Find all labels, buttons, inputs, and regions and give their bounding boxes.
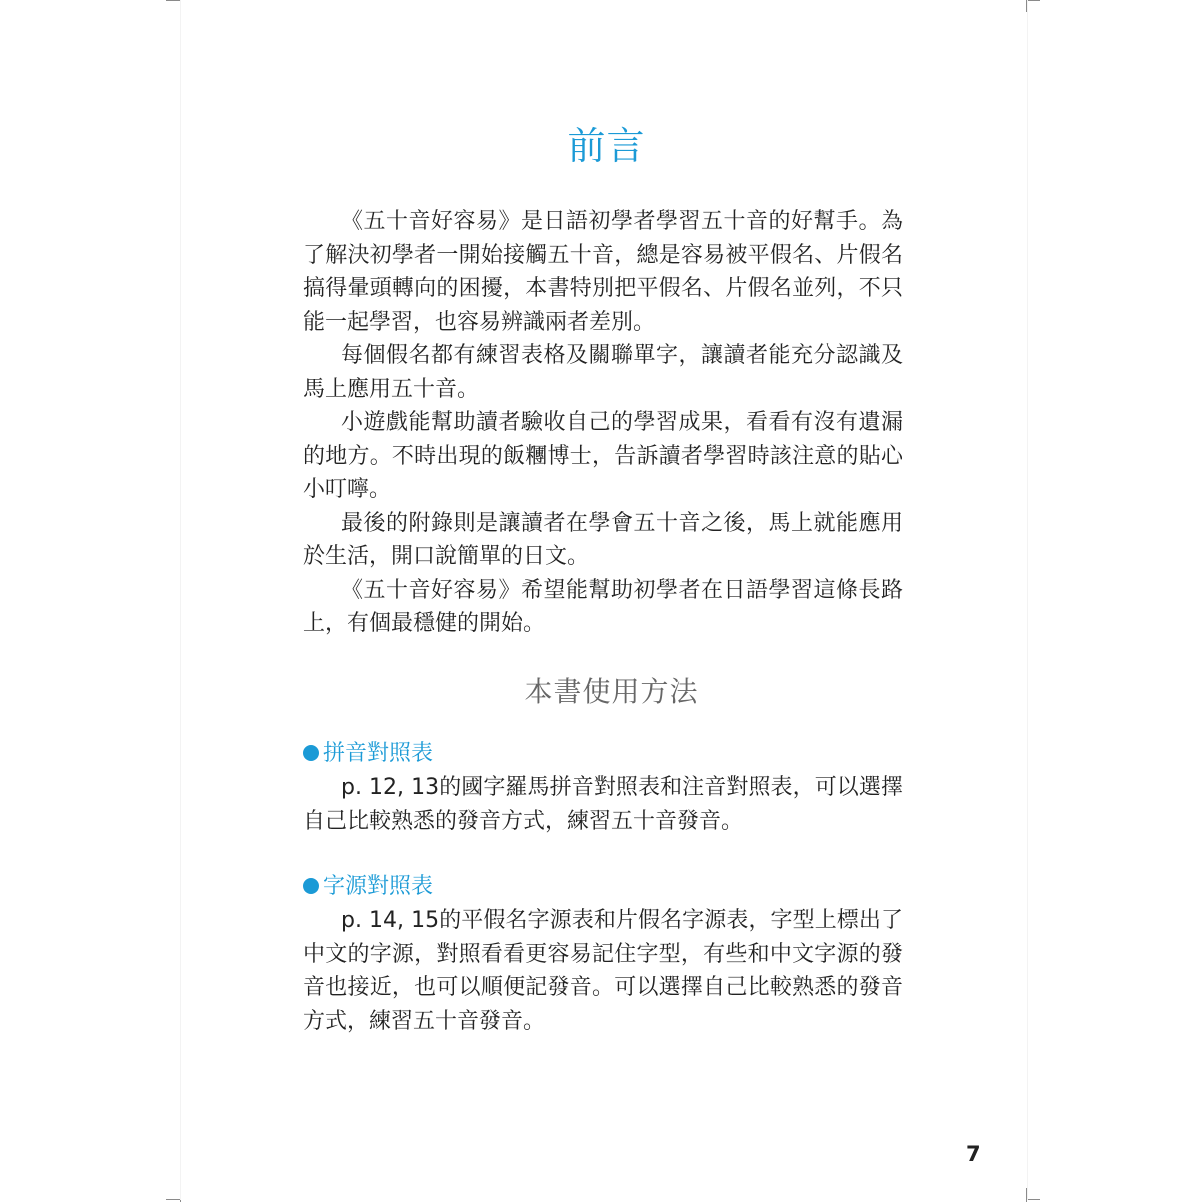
bullet-dot-icon [303,745,319,761]
page-title: 前言 [567,124,646,168]
preface-paragraph: 《五十音好容易》希望能幫助初學者在日語學習這條長路上，有個最穩健的開始。 [303,577,903,636]
subsection-heading-pinyin [303,738,433,770]
subsection-paragraph: p. 12, 13的國字羅馬拼音對照表和注音對照表，可以選擇自己比較熟悉的發音方式，練習五十音發音。 [303,775,903,834]
subsection-heading-label: 拼音對照表 [323,741,434,766]
page-number: 7 [966,1142,981,1166]
subsection-paragraph: p. 14, 15的平假名字源表和片假名字源表，字型上標出了中文的字源，對照看看更容易記住字型，有些和中文字源的發音也接近，也可以順便記發音。可以選擇自己比較熟悉的發音方式，練習五十音發音。 [303,908,903,1034]
crop-mark [166,0,180,1]
preface-paragraph: 小遊戲能幫助讀者驗收自己的學習成果，看看有沒有遺漏的地方。不時出現的飯糰博士，告訴讀者學習時該注意的貼心小叮嚀。 [303,410,903,502]
subsection-body-pinyin [303,771,903,838]
subsection-heading-label: 字源對照表 [323,874,434,899]
preface-paragraph: 每個假名都有練習表格及關聯單字，讓讀者能充分認識及馬上應用五十音。 [303,343,903,402]
crop-mark [1026,0,1040,1]
subsection-body-origin [303,904,903,1038]
subsection-heading-origin [303,871,433,903]
preface-section [303,205,903,641]
preface-paragraph: 《五十音好容易》是日語初學者學習五十音的好幫手。為了解決初學者一開始接觸五十音，總是容易被平假名、片假名搞得暈頭轉向的困擾，本書特別把平假名、片假名並列，不只能一起學習，也容易辨識兩者差別。 [303,209,903,335]
usage-section-title: 本書使用方法 [524,675,699,708]
bullet-dot-icon [303,878,319,894]
preface-paragraph: 最後的附錄則是讓讀者在學會五十音之後，馬上就能應用於生活，開口說簡單的日文。 [303,510,903,569]
